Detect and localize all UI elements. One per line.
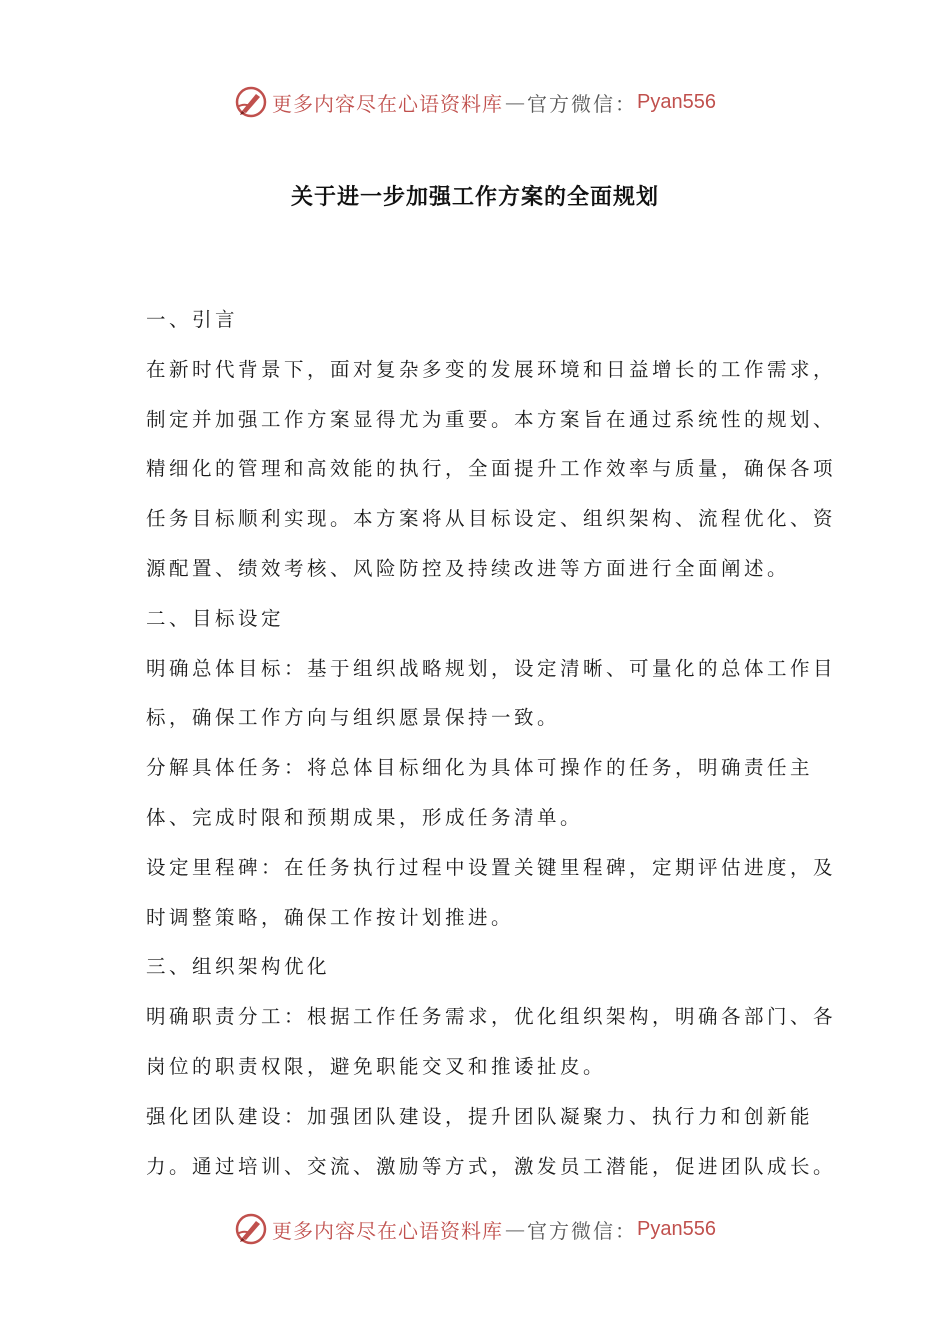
pen-logo-icon: [234, 1212, 268, 1246]
body-paragraph: 设定里程碑：在任务执行过程中设置关键里程碑，定期评估进度，及时调整策略，确保工作按计划推进。: [146, 855, 837, 929]
banner-wechat-label: 官方微信：: [527, 91, 638, 116]
document-title: 关于进一步加强工作方案的全面规划: [290, 185, 659, 210]
section-heading: 三、组织架构优化: [146, 955, 331, 979]
section-heading: 二、目标设定: [146, 606, 285, 630]
document-body: [146, 295, 836, 1191]
pen-logo-icon: [234, 85, 268, 119]
banner-main-text: 更多内容尽在心语资料库: [272, 1218, 504, 1243]
body-paragraph: 分解具体任务：将总体目标细化为具体可操作的任务，明确责任主体、完成时限和预期成果，形成任务清单。: [146, 756, 814, 829]
banner-separator: —: [505, 90, 526, 114]
body-paragraph: 强化团队建设：加强团队建设，提升团队凝聚力、执行力和创新能力。通过培训、交流、激励等方式，激发员工潜能，促进团队成长。: [146, 1104, 837, 1178]
banner-separator: —: [505, 1217, 526, 1241]
banner-main-text: 更多内容尽在心语资料库: [272, 91, 504, 116]
footer-banner: [0, 1209, 950, 1249]
body-paragraph: 明确职责分工：根据工作任务需求，优化组织架构，明确各部门、各岗位的职责权限，避免职能交叉和推诿扯皮。: [146, 1005, 837, 1078]
section-heading: 一、引言: [146, 308, 239, 331]
body-paragraph: 在新时代背景下，面对复杂多变的发展环境和日益增长的工作需求，制定并加强工作方案显得尤为重要。本方案旨在通过系统性的规划、精细化的管理和高效能的执行，全面提升工作效率与质量，确保各项任务目标顺利实现。本方案将从目标设定、组织架构、流程优化、资源配置、绩效考核、风险防控及持续改进等方面进行全面阐述。: [146, 357, 837, 580]
banner-wechat-label: 官方微信：: [527, 1218, 638, 1243]
body-paragraph: 明确总体目标：基于组织战略规划，设定清晰、可量化的总体工作目标，确保工作方向与组织愿景保持一致。: [146, 656, 837, 730]
banner-wechat-id: Pyan556: [637, 1217, 716, 1240]
banner-wechat-id: Pyan556: [637, 90, 716, 113]
header-banner: [0, 82, 950, 122]
